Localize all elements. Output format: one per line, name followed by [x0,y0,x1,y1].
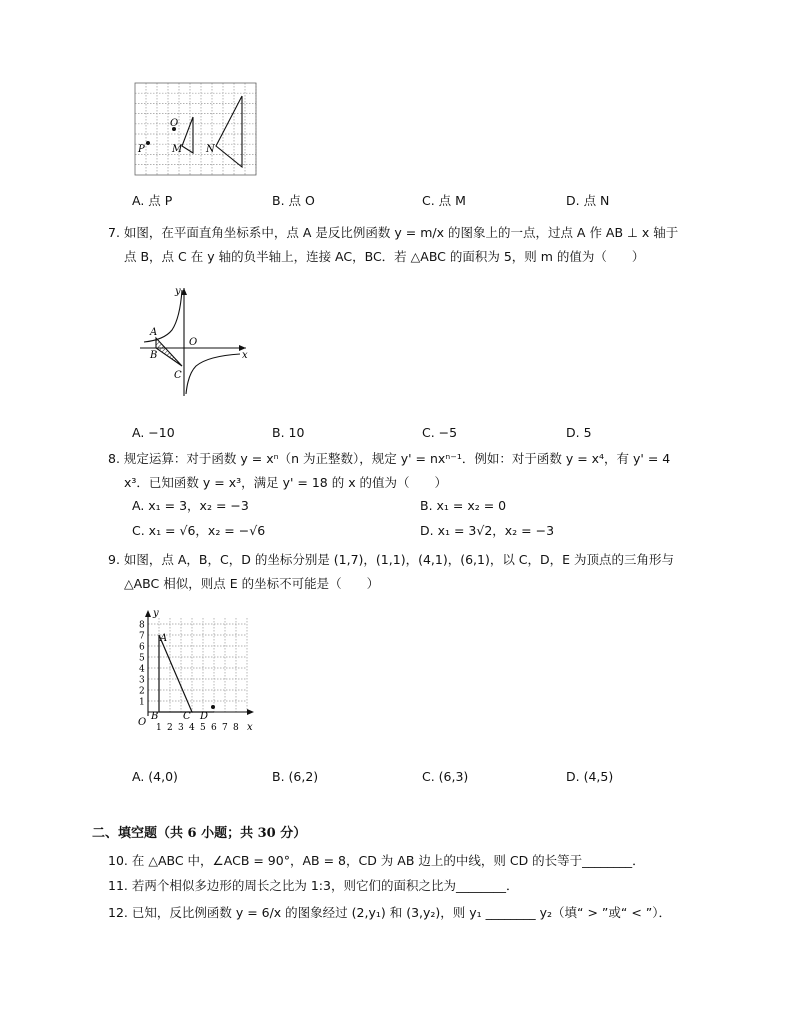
q10-stem: 10. 在 △ABC 中，∠ACB = 90°，AB = 8，CD 为 AB 边上的中线，则 CD 的长等于________． [108,853,645,868]
q9-label-x: x [247,722,253,733]
q9-x-tick-label: 6 [211,723,217,733]
q6-figure [134,82,258,178]
q7-label-y: y [175,286,181,297]
q7-choice-a[interactable]: A. −10 [132,425,175,440]
q9-x-ticks [156,723,239,733]
q11-stem: 11. 若两个相似多边形的周长之比为 1:3，则它们的面积之比为________． [108,878,519,893]
q7-label-c: C [174,370,182,381]
q8-stem-line2: x³．已知函数 y = x³，满足 y' = 18 的 x 的值为（ ） [124,475,448,490]
q9-choice-d[interactable]: D. (4,5) [566,769,614,784]
q9-x-tick-label: 3 [178,723,184,733]
q9-y-tick-label: 6 [139,642,145,653]
q9-x-arrow [247,709,254,715]
q7-figure [134,282,254,400]
q6-choice-d[interactable]: D. 点 N [566,193,610,208]
q9-x-tick-label: 7 [222,723,228,733]
q9-y-tick-label: 7 [139,631,145,642]
q9-point-e-hint [211,705,215,709]
q6-label-m: M [172,144,183,155]
q6-point-p [146,141,150,145]
q8-choice-c[interactable]: C. x₁ = √6，x₂ = −√6 [132,523,266,538]
q9-x-tick-label: 4 [189,723,195,733]
q6-label-p: P [138,144,145,155]
q9-label-o: O [138,717,147,728]
q6-small-triangle [182,117,193,153]
q9-choice-b[interactable]: B. (6,2) [272,769,319,784]
q6-choice-c[interactable]: C. 点 M [422,193,466,208]
q7-choice-c[interactable]: C. −5 [422,425,458,440]
q7-stem-line1: 7. 如图，在平面直角坐标系中，点 A 是反比例函数 y = m/x 的图象上的一点，过点 A 作 AB ⊥ x 轴于 [108,225,679,240]
q9-stem-line1: 9. 如图，点 A，B，C，D 的坐标分别是 (1,7)，(1,1)，(4,1)，(6,1)，以 C，D，E 为顶点的三角形与 [108,552,675,567]
q9-y-tick-label: 8 [139,620,145,631]
q9-y-tick-label: 5 [139,653,145,664]
q9-label-y: y [153,608,159,619]
q9-label-b: B [151,711,159,722]
q8-choice-d[interactable]: D. x₁ = 3√2，x₂ = −3 [420,523,555,538]
q9-x-tick-label: 5 [200,723,206,733]
q6-label-o: O [170,118,179,129]
q8-stem-line1: 8. 规定运算：对于函数 y = xⁿ（n 为正整数），规定 y' = nxⁿ⁻¹．例如：对于函数 y = x⁴，有 y' = 4 [108,451,671,466]
q9-choice-c[interactable]: C. (6,3) [422,769,469,784]
q6-choice-b[interactable]: B. 点 O [272,193,315,208]
q9-label-a: A [160,633,168,644]
q6-grid [135,83,256,175]
q9-y-arrow [145,610,151,617]
q7-label-b: B [150,350,158,361]
q9-label-d: D [200,711,209,722]
q7-label-o: O [189,337,198,348]
section2-title: 二、填空题（共 6 小题；共 30 分） [92,826,307,841]
q7-label-x: x [242,350,248,361]
q8-choice-a[interactable]: A. x₁ = 3，x₂ = −3 [132,498,249,513]
q9-y-ticks [139,621,145,708]
q9-y-tick-label: 4 [139,664,145,675]
q9-choice-a[interactable]: A. (4,0) [132,769,178,784]
q9-triangle-abc [159,635,192,712]
q9-y-tick-label: 2 [139,686,145,697]
q7-label-a: A [150,327,158,338]
q9-stem-line2: △ABC 相似，则点 E 的坐标不可能是（ ） [124,576,380,591]
q6-choice-a[interactable]: A. 点 P [132,193,173,208]
q7-choice-b[interactable]: B. 10 [272,425,305,440]
q7-hyperbola-lower [186,354,240,394]
q9-x-tick-label: 2 [167,723,173,733]
q9-x-tick-label: 8 [233,723,239,733]
q9-y-tick-label: 3 [139,675,145,686]
q6-grid-border [135,83,256,175]
q6-large-triangle [216,96,242,167]
q9-y-tick-label: 1 [139,697,145,708]
q7-stem-line2: 点 B，点 C 在 y 轴的负半轴上，连接 AC，BC．若 △ABC 的面积为 5，则 m 的值为（ ） [124,249,645,264]
q9-x-tick-label: 1 [156,723,162,733]
q7-triangle-abc [156,338,182,366]
q12-stem: 12. 已知，反比例函数 y = 6/x 的图象经过 (2,y₁) 和 (3,y₂)，则 y₁ ________ y₂（填“ > ”或“ < ”）． [108,905,672,920]
q7-choice-d[interactable]: D. 5 [566,425,592,440]
q8-choice-b[interactable]: B. x₁ = x₂ = 0 [420,498,507,513]
q9-figure [134,606,260,736]
q6-label-n: N [206,144,215,155]
q9-label-c: C [183,711,191,722]
